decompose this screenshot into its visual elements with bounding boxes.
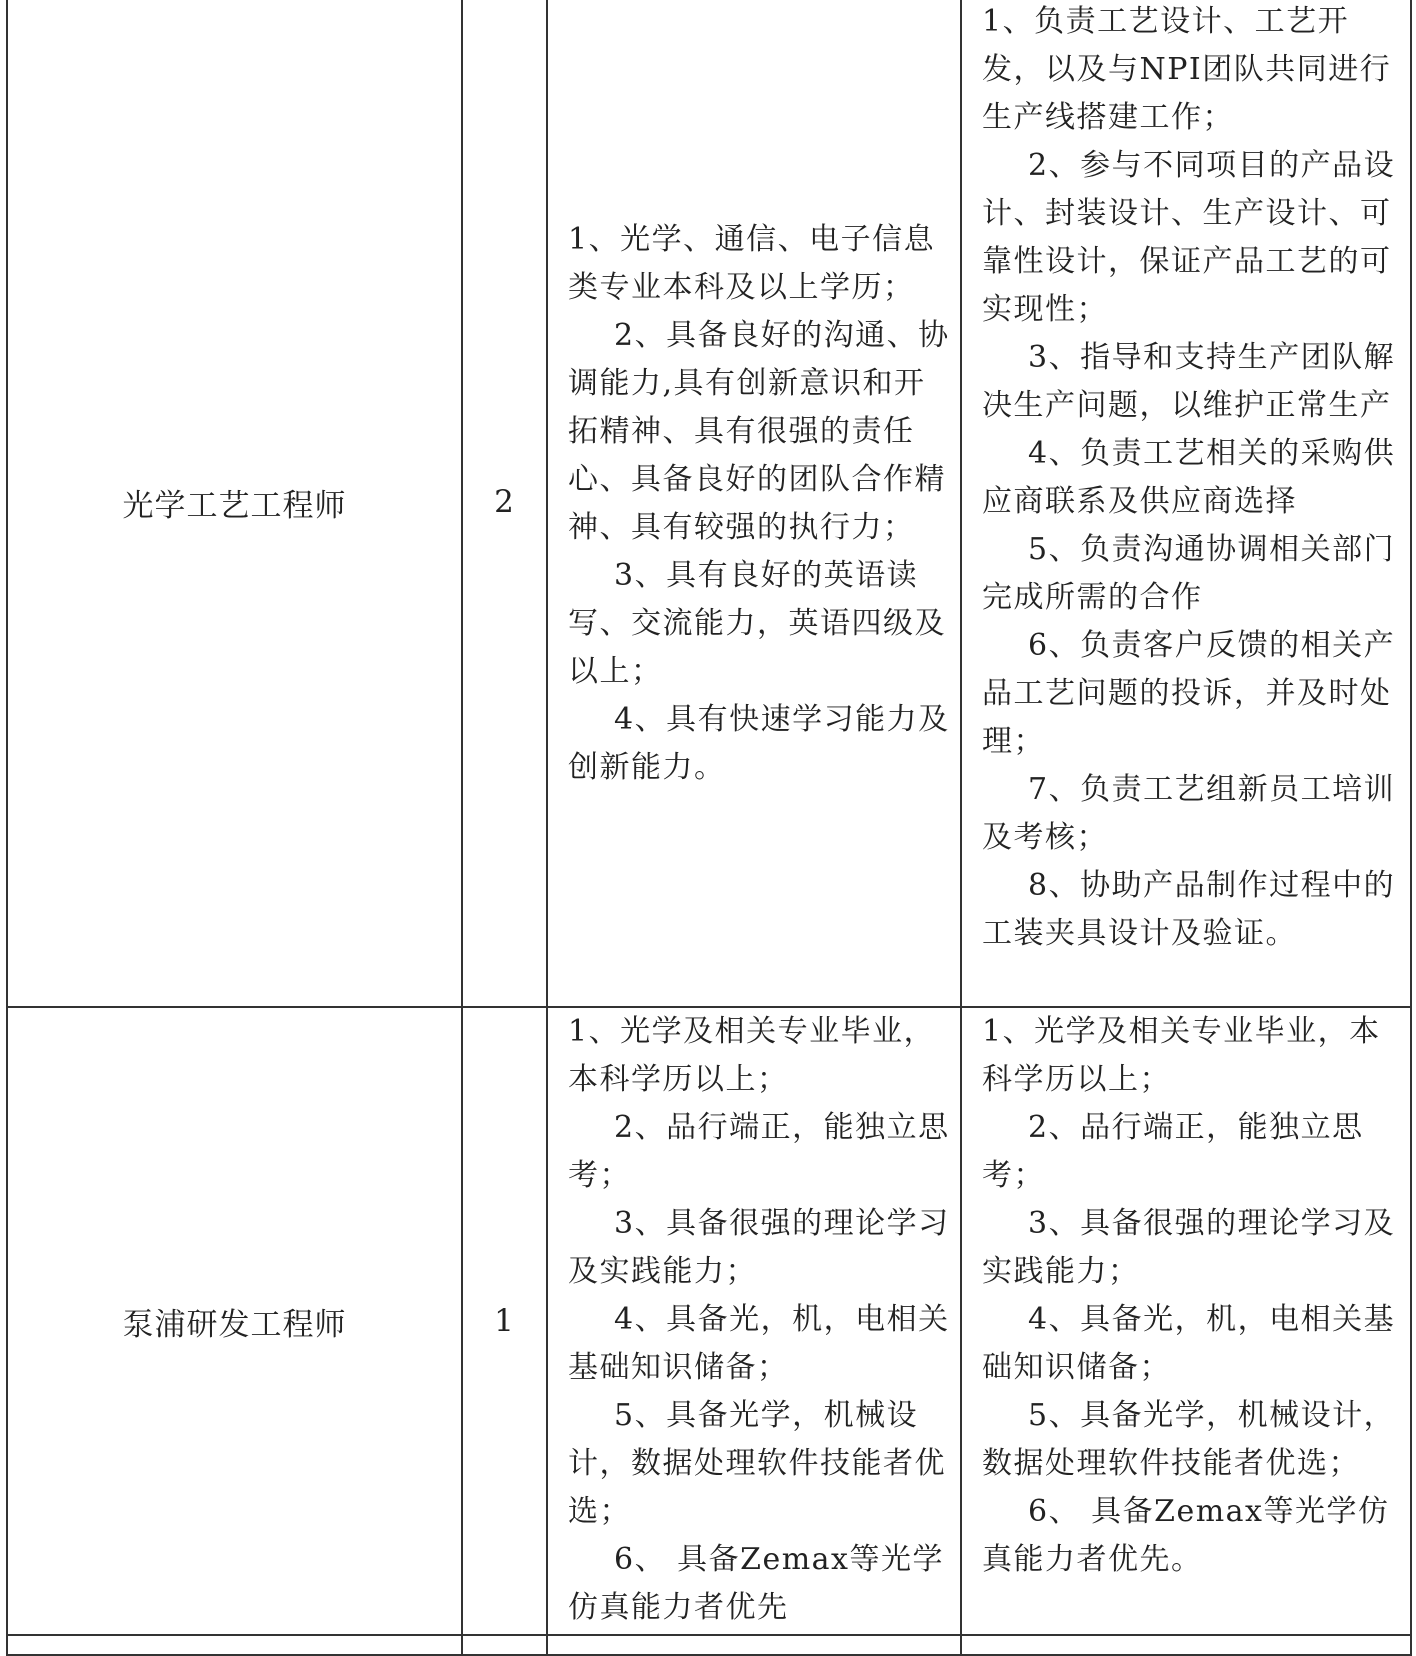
duty-item: 8、协助产品制作过程中的工装夹具设计及验证。 <box>982 868 1396 951</box>
table-row <box>7 0 1411 1007</box>
duty-item: 6、负责客户反馈的相关产品工艺问题的投诉，并及时处理； <box>982 628 1396 759</box>
job-table <box>6 0 1412 1656</box>
requirements-cell <box>547 0 961 1007</box>
table-cell-empty <box>462 1635 547 1655</box>
table-cell-empty <box>7 1635 462 1655</box>
requirement-item: 6、 具备Zemax等光学仿真能力者优先 <box>568 1542 944 1625</box>
table-cell-empty <box>547 1635 961 1655</box>
duties-cell <box>961 1007 1411 1635</box>
job-title: 光学工艺工程师 <box>7 0 462 1007</box>
duty-item: 7、负责工艺组新员工培训及考核； <box>982 772 1396 855</box>
duty-item: 5、负责沟通协调相关部门完成所需的合作 <box>982 532 1396 615</box>
requirement-item: 1、光学及相关专业毕业，本科学历以上； <box>568 1014 936 1097</box>
requirements-list <box>548 212 960 792</box>
duty-item: 5、具备光学，机械设计，数据处理软件技能者优选； <box>982 1398 1396 1481</box>
duty-item: 2、参与不同项目的产品设计、封装设计、生产设计、可靠性设计，保证产品工艺的可实现性； <box>982 148 1396 327</box>
table-row <box>7 1007 1411 1635</box>
headcount: 2 <box>462 0 547 1007</box>
duty-item: 4、具备光，机，电相关基础知识储备； <box>982 1302 1396 1385</box>
duty-item: 3、具备很强的理论学习及实践能力； <box>982 1206 1396 1289</box>
duty-item: 6、 具备Zemax等光学仿真能力者优先。 <box>982 1494 1390 1577</box>
requirements-list <box>548 1008 960 1632</box>
duties-list <box>962 0 1410 958</box>
requirement-item: 3、具备很强的理论学习及实践能力； <box>568 1206 950 1289</box>
table-row-partial <box>7 1635 1411 1655</box>
duties-cell <box>961 0 1411 1007</box>
table-cell-empty <box>961 1635 1411 1655</box>
duty-item: 3、指导和支持生产团队解决生产问题，以维护正常生产 <box>982 340 1396 423</box>
duty-item: 1、光学及相关专业毕业，本科学历以上； <box>982 1014 1381 1097</box>
requirement-item: 2、品行端正，能独立思考； <box>568 1110 950 1193</box>
requirement-item: 2、具备良好的沟通、协调能力,具有创新意识和开拓精神、具有很强的责任心、具备良好的团队合作精神、具有较强的执行力； <box>568 318 950 545</box>
job-title: 泵浦研发工程师 <box>7 1007 462 1635</box>
requirement-item: 1、光学、通信、电子信息类专业本科及以上学历； <box>568 222 936 305</box>
requirement-item: 4、具有快速学习能力及创新能力。 <box>568 702 950 785</box>
duties-list <box>962 1008 1410 1584</box>
duty-item: 1、负责工艺设计、工艺开发，以及与NPI团队共同进行生产线搭建工作； <box>982 4 1392 135</box>
headcount: 1 <box>462 1007 547 1635</box>
requirement-item: 3、具有良好的英语读写、交流能力，英语四级及以上； <box>568 558 946 689</box>
duty-item: 2、品行端正，能独立思考； <box>982 1110 1364 1193</box>
requirement-item: 4、具备光，机，电相关基础知识储备； <box>568 1302 950 1385</box>
requirement-item: 5、具备光学，机械设计，数据处理软件技能者优选； <box>568 1398 946 1529</box>
duty-item: 4、负责工艺相关的采购供应商联系及供应商选择 <box>982 436 1396 519</box>
requirements-cell <box>547 1007 961 1635</box>
